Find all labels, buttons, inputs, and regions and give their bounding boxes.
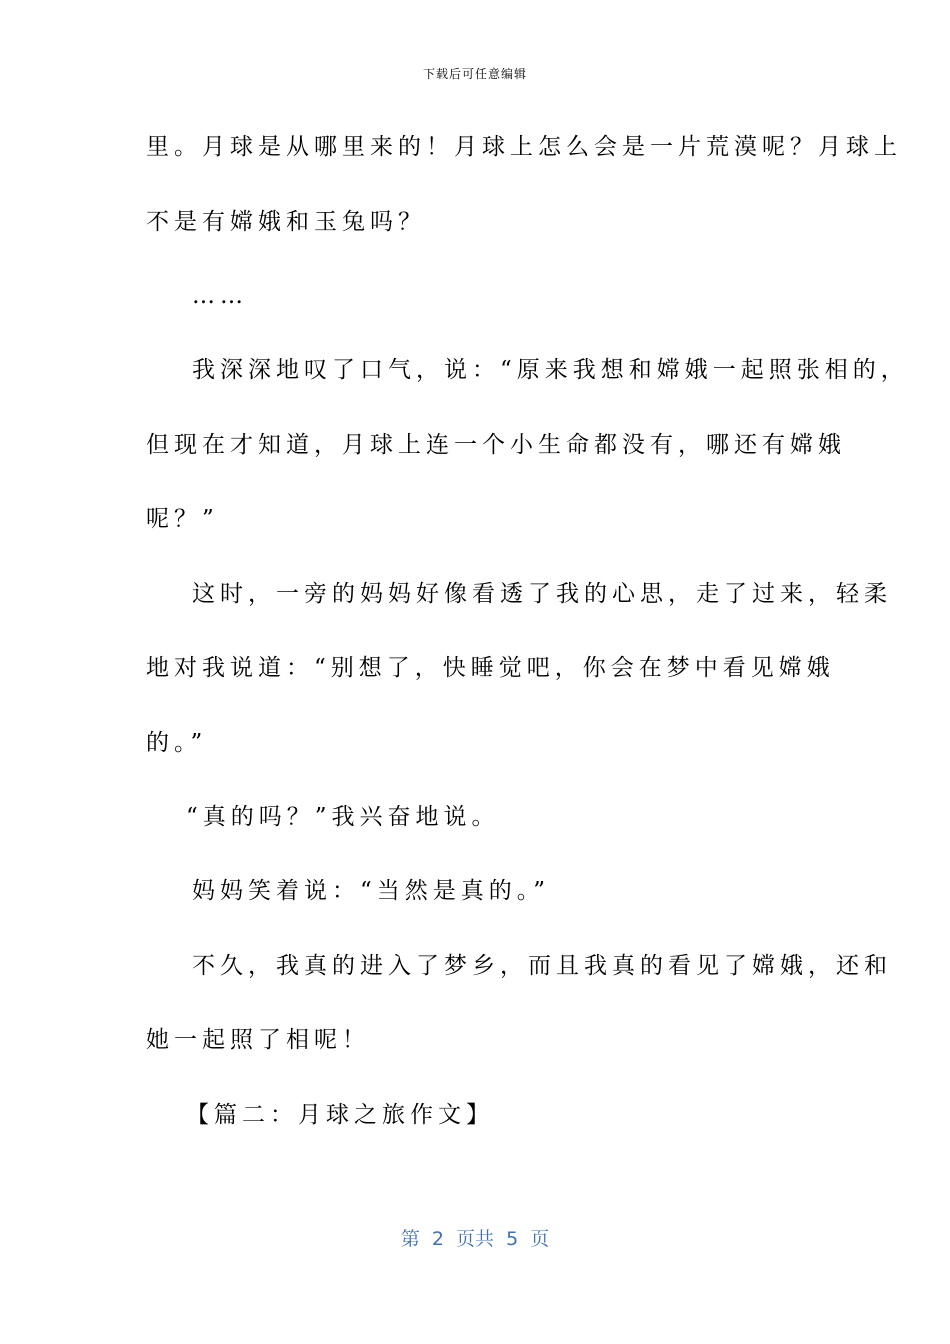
text-line-6: 呢？”	[146, 506, 219, 532]
text-line-4: 我深深地叹了口气，说：“原来我想和嫦娥一起照张相的，	[192, 357, 909, 383]
page-number-footer: 第 2 页共 5 页	[400, 1228, 550, 1250]
text-line-8: 地对我说道：“别想了，快睡觉吧，你会在梦中看见嫦娥	[146, 655, 835, 681]
text-line-11: 妈妈笑着说：“当然是真的。”	[192, 878, 551, 904]
text-line-9: 的。”	[146, 730, 208, 756]
text-line-2: 不是有嫦娥和玉兔吗？	[146, 209, 426, 235]
text-line-10: “真的吗？”我兴奋地说。	[186, 804, 500, 830]
text-line-ellipsis: ……	[192, 283, 248, 309]
text-line-5: 但现在才知道，月球上连一个小生命都没有，哪还有嫦娥	[146, 432, 846, 458]
text-line-1: 里。月球是从哪里来的！月球上怎么会是一片荒漠呢？月球上	[146, 134, 902, 160]
text-line-13: 她一起照了相呢！	[146, 1027, 370, 1053]
section-heading: 【篇二：月球之旅作文】	[186, 1102, 494, 1128]
text-line-7: 这时，一旁的妈妈好像看透了我的心思，走了过来，轻柔	[192, 581, 892, 607]
page-header-note: 下载后可任意编辑	[422, 67, 527, 81]
text-line-12: 不久，我真的进入了梦乡，而且我真的看见了嫦娥，还和	[192, 953, 892, 979]
